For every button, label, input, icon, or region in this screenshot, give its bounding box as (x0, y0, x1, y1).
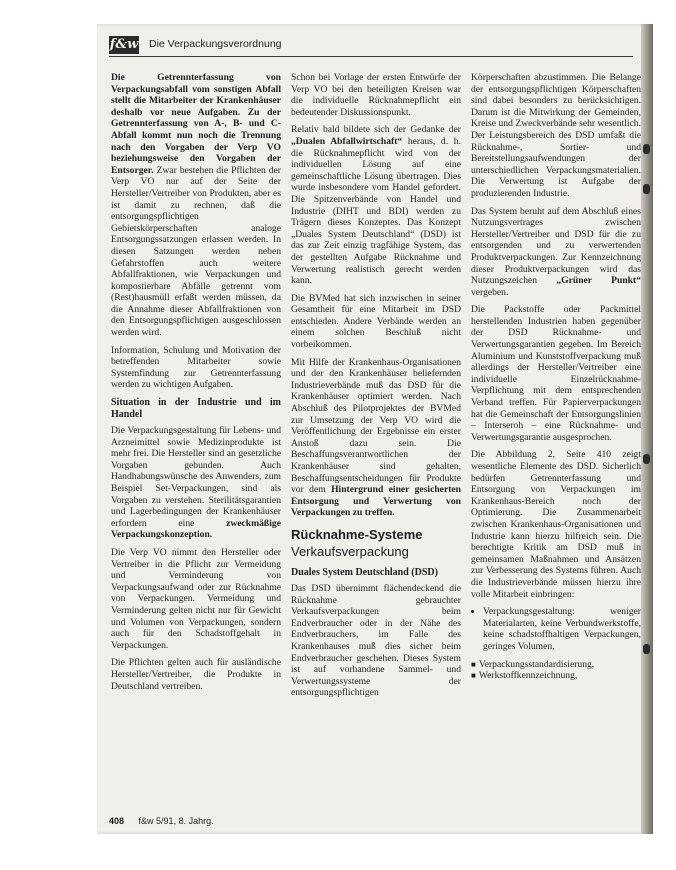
section-title: Rücknahme-Systeme (291, 526, 423, 542)
paragraph (111, 72, 281, 339)
body-text: Mit Hilfe der Krankenhaus-Organisationen und der den Krankenhäuser beliefernden Industrieverbände muß das DSD für die Krankenhäuser optimiert werden. Nach Abschluß des Pilotprojektes der BVMed zur Umsetzung der Verp VO wird die Veröffentlichung der Ergebnisse ein erster Anstoß dazu sein. Die Beschaffungsverantwortlichen der Krankenhäuser sind gehalten, Beschaffungsentscheidungen für Produkte vor dem (291, 356, 461, 496)
paragraph: Das DSD übernimmt flächendeckend die Rücknahme gebrauchter Verkaufsverpackungen beim Endverbraucher oder in der Nähe des Endverbrauchers, im Falle des Krankenhauses muß dies sicher beim Endverbraucher geschehen. Dieses System ist auf vorhandene Sammel- und Verwertungssysteme der entsorgungspflichtigen (291, 582, 461, 699)
section-subtitle: Verkaufsverpackung (291, 543, 409, 559)
body-text: Das System beruht auf dem Abschluß eines Nutzungsvertrages zwischen Hersteller/Vertreiber und DSD für die zu entsorgenden und zu verwertenden Produktverpackungen. Zur Kennzeichnung dieser Produktverpackungen wird das Nutzungszeichen (471, 205, 641, 287)
bullet-list (471, 659, 641, 682)
paragraph: Information, Schulung und Motivation der betreffenden Mitarbeiter sowie Systemfindung zur Getrennterfassung werden zu wichtigen Aufgaben. (111, 344, 281, 391)
journal-logo: f&w (109, 37, 139, 52)
bold-text: Die Getrennterfassung von Verpackungsabfall vom sonstigen Abfall stellt die Mitarbeiter der Krankenhäuser deshalb vor neue Aufgaben. Zu der Getrennterfassung von A-, B- und C-Abfall kommt nun noch die Trennung nach den Vorgaben der Verp VO beziehungsweise den Vorgaben der Entsorger. (111, 72, 281, 176)
bold-text: Hintergrund einer gesicherten Entsorgung und Verwertung von Verpackungen zu treffen. (291, 484, 461, 519)
binding-mark (643, 184, 650, 194)
binding-mark (643, 144, 650, 154)
body-text: Zwar bestehen die Pflichten der Verp VO nur auf der Seite der Hersteller/Vertreiber von Produkten, aber es ist damit zu rechnen, daß die entsorgungspflichtigen Gebietskörperschaften analoge Entsorgungssatzungen erlassen werden. In diesen Satzungen werden neben Gefahrstoffen auch weitere Abfallfraktionen, wie Verpackungen und kompostierbare Abfälle getrennt vom (Rest)hausmüll erfaßt werden müssen, da die Annahme dieser Abfallfraktionen von den Entsorgungspflichtigen ausgeschlossen werden wird. (111, 164, 281, 339)
body-text: heraus, d. h. die Rücknahmepflicht wird von der individuellen Lösung auf eine gemeinschaftliche Lösung übertragen. Dies wurde insbesondere vom Handel gefordert. Die Spitzenverbände von Handel und Industrie (DIHT und BDI) werden zu Trägern dieses Konzeptes. Das Konzept „Duales System Deutschland“ (DSD) ist das zur Zeit einzig tragfähige System, das der gestellten Aufgabe Rücknahme und Verwertung realistisch gerecht werden kann. (291, 135, 461, 287)
page-number: 408 (109, 816, 125, 826)
binding-mark (643, 644, 650, 654)
column-3 (471, 72, 641, 810)
page-footer (109, 816, 214, 826)
subheading: Duales System Deutschland (DSD) (291, 566, 438, 578)
list-item: ■ Verpackungsstandardisierung, (471, 659, 641, 671)
bold-text: „Dualen Abfallwirtschaft“ (291, 135, 403, 147)
bold-text: zweckmäßige Verpackungskonzeption. (111, 517, 281, 541)
body-text: Die Verpackungsgestaltung für Lebens- und Arzneimittel sowie Medizinprodukte ist mehr frei. Die Hersteller sind an gesetzliche Vorgaben gebunden. Auch Handhabungswünsche des Anwenders, zum Beispiel Set-Verpackungen, sind als Vorgaben zu verstehen. Sterilitätsgarantien und Lagerbedingungen der Krankenhäuser erfordern eine (111, 425, 281, 529)
paragraph: Schon bei Vorlage der ersten Entwürfe der Verp VO bei den beteiligten Kreisen war die individuelle Rücknahmepflicht ein bedeutender Diskussionspunkt. (291, 72, 461, 118)
paragraph (291, 124, 461, 286)
body-text: Relativ bald bildete sich der Gedanke der (291, 124, 461, 136)
paragraph: Die Verp VO nimmt den Hersteller oder Vertreiber in die Pflicht zur Vermeidung und Verminderung von Verpackungsaufwand oder zur Rücknahme von Verpackungen. Vermeidung und Verminderung gelten nicht nur für Gewicht und Volumen von Verpackungen, sondern auch für den Schadstoffgehalt in Verpackungen. (111, 546, 281, 651)
page-header (109, 36, 633, 57)
running-title: Die Verpackungsverordnung (149, 38, 282, 50)
paragraph: Die Packstoffe oder Packmittel herstellenden Industrien haben gegenüber der DSD Rücknahme- und Verwertungsgarantien gegeben. Im Bereich Aluminium und Kunststoffverpackung muß allerdings der Hersteller/Vertreiber eine individuelle Einzelrücknahme-Verpflichtung mit dem entsprechenden Verband treffen. Für Papierverpackungen hat die Gemeinschaft der Entsorgungslinien – Interseroh – eine Rücknahme- und Verwertungsgarantie ausgesprochen. (471, 304, 641, 443)
column-2 (291, 72, 461, 810)
paragraph (471, 206, 641, 299)
subheading: Situation in der Industrie und im Handel (111, 397, 281, 421)
binding-mark (643, 454, 650, 464)
paragraph: Körperschaften abzustimmen. Die Belange der entsorgungspflichtigen Körperschaften sind dabei besonders zu berücksichtigen. Darum ist die Mitwirkung der Gemeinden, Kreise und Zweckverbände sehr wesentlich. Der Leistungsbereich des DSD umfaßt die Rücknahme-, Sortier- und Bereitstellungsaufwendungen der unterschiedlichen Verpackungsmaterialien. Die Verwertung ist Aufgabe der produzierenden Industrie. (471, 72, 641, 199)
paragraph: Die BVMed hat sich inzwischen in seiner Gesamtheit für eine Mitarbeit im DSD entschieden. Andere Verbände werden an einem solchen Beschluß nicht vorbeikommen. (291, 292, 461, 351)
paragraph (111, 425, 281, 541)
journal-citation: f&w 5/91, 8. Jahrg. (138, 816, 214, 826)
column-1 (111, 72, 281, 810)
paragraph: Die Pflichten gelten auch für ausländische Hersteller/Vertreiber, die Produkte in Deutschland vertreiben. (111, 657, 281, 692)
scanned-page (97, 24, 653, 834)
paragraph: Die Abbildung 2, Seite 410 zeigt wesentliche Elemente des DSD. Sicherlich bedürfen Getrennterfassung und Entsorgung von Verpackungen im Krankenhaus-Bereich noch der Optimierung. Die Zusammenarbeit zwischen Krankenhaus-Organisationen und Industrie kann hierzu hilfreich sein. Die berechtigte Kritik am DSD muß in gemeinsamen Maßnahmen und Ansätzen zur Verbesserung des Systems führen. Auch die Industrieverbände müssen hierzu ihre volle Mitarbeit einbringen: (471, 449, 641, 600)
text-columns (111, 72, 641, 810)
requirements-list (471, 606, 641, 652)
body-text: vergeben. (471, 286, 509, 298)
list-item: ■ Werkstoffkennzeichnung, (471, 670, 641, 682)
paragraph (291, 357, 461, 519)
list-item: • Verpackungsgestaltung: weniger Materialarten, keine Verbundwerkstoffe, keine schadstoffhaltigen Verpackungen, geringes Volumen, (483, 606, 641, 652)
bold-text: „Grüner Punkt“ (556, 275, 641, 287)
